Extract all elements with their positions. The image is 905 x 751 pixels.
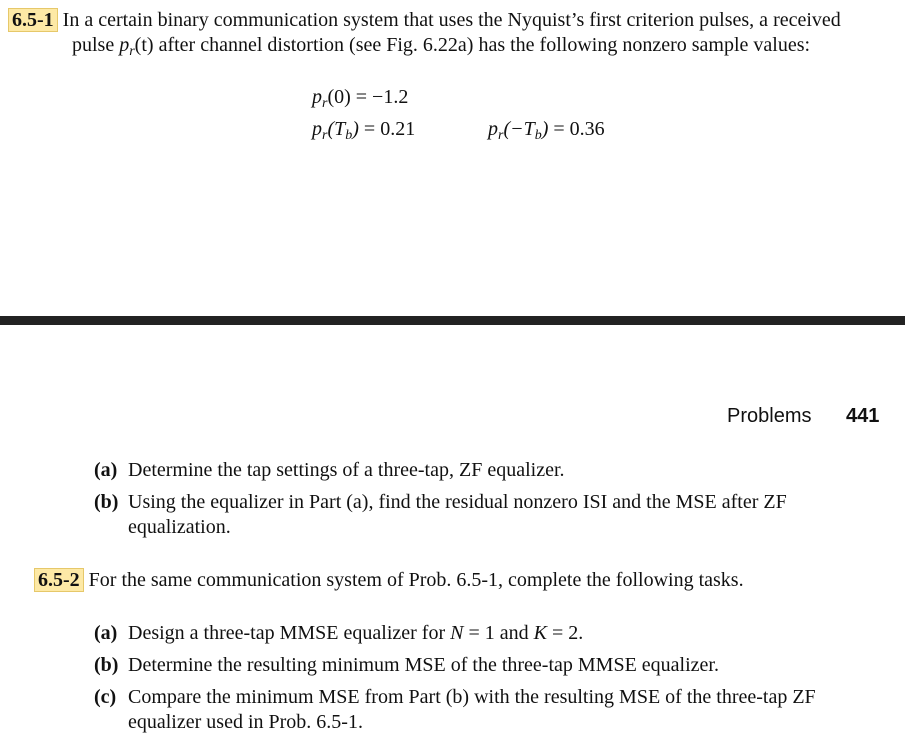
continuation-item-b: (b) Using the equalizer in Part (a), find the residual nonzero ISI and the MSE after ZF	[94, 491, 787, 513]
problem2-item-b: (b) Determine the resulting minimum MSE of the three-tap MMSE equalizer.	[94, 654, 719, 676]
problem-number: 6.5-2	[34, 568, 84, 592]
page-divider	[0, 316, 905, 325]
problem-number: 6.5-1	[8, 8, 58, 32]
problem-text-line2-row	[72, 33, 810, 60]
page-number: 441	[846, 405, 880, 427]
continuation-item-b-line2: equalization.	[128, 516, 231, 538]
sample-eq-0: $p_r(0) = -1.2$	[312, 86, 409, 111]
problem-text-line2-after: after channel distortion (see Fig. 6.22a) has the following nonzero sample values:	[158, 34, 811, 56]
problem-text-line1: In a certain binary communication system that uses the Nyquist’s first criterion pulses, a received	[62, 9, 841, 31]
problem-6-5-1	[8, 8, 898, 33]
problem2-item-a: (a) Design a three-tap MMSE equalizer for N = 1 and K = 2.	[94, 622, 584, 644]
problem2-item-c-line2: equalizer used in Prob. 6.5-1.	[128, 711, 363, 733]
problem2-item-c: (c) Compare the minimum MSE from Part (b) with the resulting MSE of the three-tap ZF	[94, 686, 816, 708]
problem-text-line2-before: pulse	[72, 34, 115, 56]
continuation-item-a: (a) Determine the tap settings of a three-tap, ZF equalizer.	[94, 459, 565, 481]
section-title: Problems	[727, 405, 812, 427]
problem-6-5-2	[34, 568, 744, 593]
sample-eq-tb: $p_r(T_b) = 0.21$	[312, 118, 416, 143]
sample-eq-neg-tb: $p_r(-T_b) = 0.36$	[488, 118, 605, 143]
problem-text: For the same communication system of Prob. 6.5-1, complete the following tasks.	[88, 569, 744, 591]
pulse-symbol: $p_r(t)$	[119, 34, 154, 59]
